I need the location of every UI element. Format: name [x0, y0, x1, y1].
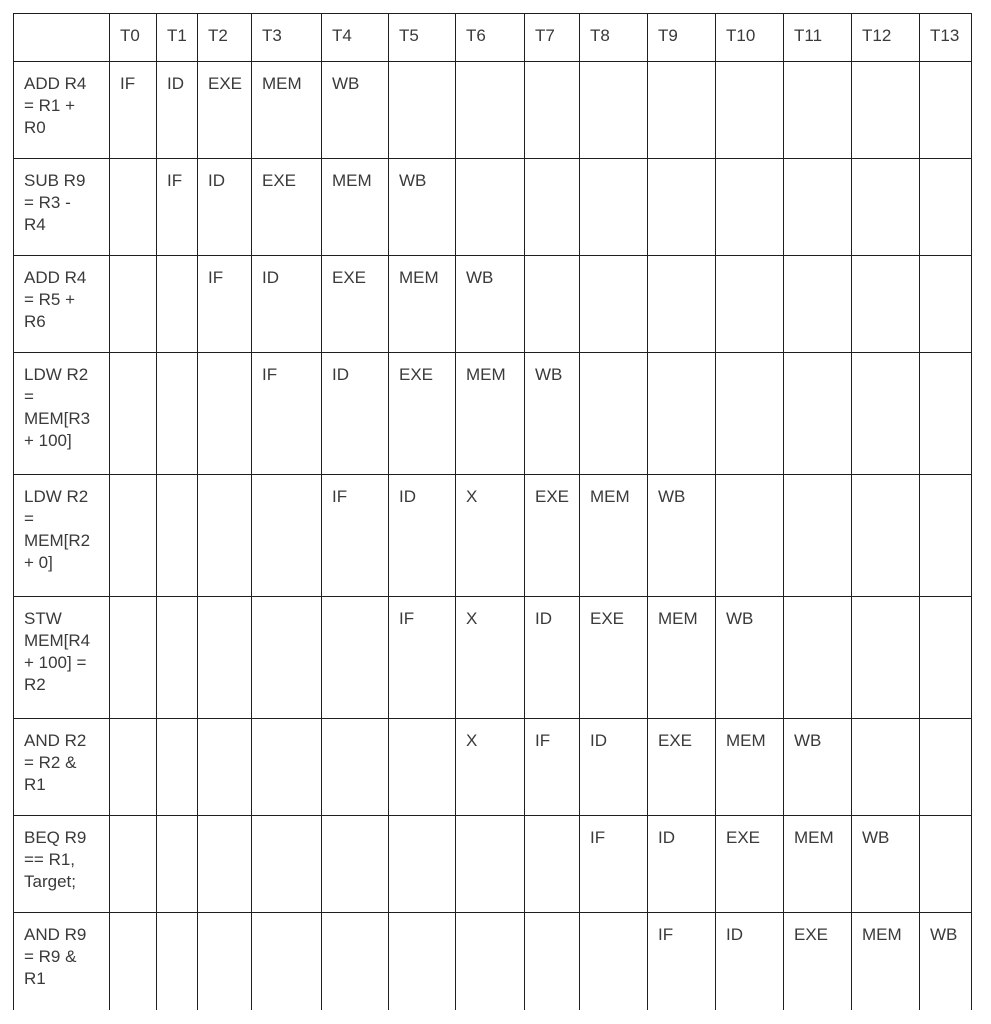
stage-cell-t2 [198, 719, 252, 816]
instruction-cell [14, 816, 110, 913]
stage-cell-t2: ID [198, 159, 252, 256]
column-header-t8: T8 [580, 14, 648, 62]
stage-cell-t12: WB [852, 816, 920, 913]
stage-cell-t5 [389, 816, 456, 913]
stage-cell-t10 [716, 256, 784, 353]
stage-cell-t3 [252, 475, 322, 597]
instruction-cell [14, 159, 110, 256]
stage-cell-t1 [157, 353, 198, 475]
instruction-line: R1 [24, 969, 46, 988]
stage-cell-t0: IF [110, 62, 157, 159]
stage-cell-t13 [920, 816, 972, 913]
stage-cell-t8 [580, 159, 648, 256]
stage-cell-t3: IF [252, 353, 322, 475]
stage-cell-t11: WB [784, 719, 852, 816]
stage-cell-t8: IF [580, 816, 648, 913]
instruction-line: LDW R2 [24, 365, 89, 384]
stage-cell-t6: MEM [456, 353, 525, 475]
instruction-line: MEM[R3 [24, 409, 91, 428]
stage-cell-t7: ID [525, 597, 580, 719]
stage-cell-t5: IF [389, 597, 456, 719]
stage-cell-t7 [525, 913, 580, 1010]
stage-cell-t0 [110, 475, 157, 597]
stage-cell-t3: MEM [252, 62, 322, 159]
stage-cell-t0 [110, 719, 157, 816]
stage-cell-t9: IF [648, 913, 716, 1010]
stage-cell-t9: MEM [648, 597, 716, 719]
stage-cell-t3 [252, 913, 322, 1010]
instruction-cell [14, 475, 110, 597]
column-header-t10: T10 [716, 14, 784, 62]
instruction-line: R2 [24, 675, 46, 694]
stage-cell-t3: EXE [252, 159, 322, 256]
instruction-line: = R2 & [24, 753, 77, 772]
instruction-line: MEM[R4 [24, 631, 91, 650]
instruction-line: MEM[R2 [24, 531, 91, 550]
stage-cell-t9: EXE [648, 719, 716, 816]
stage-cell-t10: WB [716, 597, 784, 719]
stage-cell-t0 [110, 353, 157, 475]
stage-cell-t9 [648, 353, 716, 475]
stage-cell-t5: EXE [389, 353, 456, 475]
table-row [14, 256, 972, 353]
stage-cell-t10 [716, 159, 784, 256]
instruction-line: + 100] = [24, 653, 87, 672]
corner-header-cell [14, 14, 110, 62]
column-header-t0: T0 [110, 14, 157, 62]
stage-cell-t2 [198, 475, 252, 597]
stage-cell-t0 [110, 256, 157, 353]
instruction-line: = R5 + [24, 290, 76, 309]
stage-cell-t2: IF [198, 256, 252, 353]
stage-cell-t4: ID [322, 353, 389, 475]
instruction-line: AND R9 [24, 925, 87, 944]
stage-cell-t10 [716, 62, 784, 159]
stage-cell-t1: IF [157, 159, 198, 256]
stage-cell-t0 [110, 159, 157, 256]
stage-cell-t11 [784, 62, 852, 159]
stage-cell-t8 [580, 62, 648, 159]
instruction-line: == R1, [24, 850, 76, 869]
table-row [14, 475, 972, 597]
column-header-t7: T7 [525, 14, 580, 62]
instruction-line: BEQ R9 [24, 828, 87, 847]
instruction-cell [14, 913, 110, 1010]
stage-cell-t6 [456, 816, 525, 913]
column-header-t3: T3 [252, 14, 322, 62]
column-header-t12: T12 [852, 14, 920, 62]
header-row [14, 14, 972, 62]
stage-cell-t3 [252, 597, 322, 719]
stage-cell-t11 [784, 256, 852, 353]
instruction-line: R0 [24, 118, 46, 137]
stage-cell-t5 [389, 913, 456, 1010]
stage-cell-t4 [322, 913, 389, 1010]
stage-cell-t10: EXE [716, 816, 784, 913]
stage-cell-t1 [157, 719, 198, 816]
stage-cell-t11 [784, 159, 852, 256]
instruction-line: = R1 + [24, 96, 76, 115]
stage-cell-t1 [157, 597, 198, 719]
table-row [14, 719, 972, 816]
instruction-line: + 0] [24, 553, 53, 572]
stage-cell-t0 [110, 913, 157, 1010]
instruction-line: SUB R9 [24, 171, 86, 190]
stage-cell-t6 [456, 913, 525, 1010]
table-row [14, 159, 972, 256]
stage-cell-t12: MEM [852, 913, 920, 1010]
instruction-line: AND R2 [24, 731, 87, 750]
stage-cell-t13 [920, 597, 972, 719]
stage-cell-t2 [198, 913, 252, 1010]
column-header-t11: T11 [784, 14, 852, 62]
stage-cell-t6 [456, 62, 525, 159]
stage-cell-t8 [580, 256, 648, 353]
column-header-t5: T5 [389, 14, 456, 62]
stage-cell-t1 [157, 475, 198, 597]
stage-cell-t10: MEM [716, 719, 784, 816]
stage-cell-t7 [525, 256, 580, 353]
stage-cell-t12 [852, 719, 920, 816]
column-header-t4: T4 [322, 14, 389, 62]
stage-cell-t7: IF [525, 719, 580, 816]
stage-cell-t7 [525, 816, 580, 913]
instruction-line: ADD R4 [24, 268, 87, 287]
stage-cell-t11: MEM [784, 816, 852, 913]
stage-cell-t5 [389, 62, 456, 159]
stage-cell-t9: ID [648, 816, 716, 913]
instruction-line: R1 [24, 775, 46, 794]
stage-cell-t11 [784, 475, 852, 597]
stage-cell-t7: EXE [525, 475, 580, 597]
stage-cell-t11: EXE [784, 913, 852, 1010]
stage-cell-t11 [784, 353, 852, 475]
stage-cell-t0 [110, 816, 157, 913]
stage-cell-t2 [198, 597, 252, 719]
stage-cell-t4 [322, 719, 389, 816]
table-row [14, 816, 972, 913]
stage-cell-t2: EXE [198, 62, 252, 159]
table-row [14, 913, 972, 1010]
instruction-line: = [24, 387, 34, 406]
column-header-t1: T1 [157, 14, 198, 62]
stage-cell-t2 [198, 353, 252, 475]
stage-cell-t12 [852, 62, 920, 159]
stage-cell-t13 [920, 475, 972, 597]
stage-cell-t13 [920, 353, 972, 475]
stage-cell-t9 [648, 159, 716, 256]
stage-cell-t4 [322, 597, 389, 719]
stage-cell-t6: X [456, 719, 525, 816]
instruction-line: = R3 - [24, 193, 71, 212]
instruction-cell [14, 353, 110, 475]
stage-cell-t7 [525, 62, 580, 159]
stage-cell-t1 [157, 913, 198, 1010]
stage-cell-t8 [580, 353, 648, 475]
column-header-t2: T2 [198, 14, 252, 62]
stage-cell-t4: WB [322, 62, 389, 159]
stage-cell-t8: EXE [580, 597, 648, 719]
instruction-cell [14, 719, 110, 816]
stage-cell-t13 [920, 719, 972, 816]
stage-cell-t8 [580, 913, 648, 1010]
stage-cell-t1: ID [157, 62, 198, 159]
stage-cell-t6: X [456, 475, 525, 597]
instruction-line: = [24, 509, 34, 528]
stage-cell-t7: WB [525, 353, 580, 475]
table-row [14, 62, 972, 159]
pipeline-table [13, 13, 972, 1010]
stage-cell-t5: MEM [389, 256, 456, 353]
stage-cell-t5: ID [389, 475, 456, 597]
stage-cell-t13: WB [920, 913, 972, 1010]
stage-cell-t1 [157, 816, 198, 913]
instruction-line: R6 [24, 312, 46, 331]
stage-cell-t3 [252, 719, 322, 816]
stage-cell-t5 [389, 719, 456, 816]
instruction-cell [14, 597, 110, 719]
stage-cell-t10: ID [716, 913, 784, 1010]
stage-cell-t3 [252, 816, 322, 913]
stage-cell-t12 [852, 353, 920, 475]
stage-cell-t9: WB [648, 475, 716, 597]
stage-cell-t12 [852, 159, 920, 256]
stage-cell-t3: ID [252, 256, 322, 353]
stage-cell-t9 [648, 256, 716, 353]
instruction-line: Target; [24, 872, 76, 891]
instruction-line: + 100] [24, 431, 72, 450]
stage-cell-t4: MEM [322, 159, 389, 256]
stage-cell-t8: MEM [580, 475, 648, 597]
stage-cell-t2 [198, 816, 252, 913]
instruction-cell [14, 62, 110, 159]
table-row [14, 353, 972, 475]
stage-cell-t4 [322, 816, 389, 913]
stage-cell-t4: IF [322, 475, 389, 597]
stage-cell-t10 [716, 353, 784, 475]
stage-cell-t12 [852, 256, 920, 353]
stage-cell-t12 [852, 475, 920, 597]
instruction-line: ADD R4 [24, 74, 87, 93]
stage-cell-t4: EXE [322, 256, 389, 353]
stage-cell-t13 [920, 159, 972, 256]
stage-cell-t13 [920, 62, 972, 159]
instruction-cell [14, 256, 110, 353]
instruction-line: STW [24, 609, 62, 628]
instruction-line: LDW R2 [24, 487, 89, 506]
column-header-t6: T6 [456, 14, 525, 62]
stage-cell-t10 [716, 475, 784, 597]
stage-cell-t7 [525, 159, 580, 256]
instruction-line: = R9 & [24, 947, 77, 966]
table-row [14, 597, 972, 719]
stage-cell-t6 [456, 159, 525, 256]
stage-cell-t9 [648, 62, 716, 159]
instruction-line: R4 [24, 215, 46, 234]
stage-cell-t11 [784, 597, 852, 719]
stage-cell-t13 [920, 256, 972, 353]
stage-cell-t1 [157, 256, 198, 353]
stage-cell-t6: X [456, 597, 525, 719]
stage-cell-t5: WB [389, 159, 456, 256]
stage-cell-t6: WB [456, 256, 525, 353]
stage-cell-t0 [110, 597, 157, 719]
column-header-t9: T9 [648, 14, 716, 62]
column-header-t13: T13 [920, 14, 972, 62]
stage-cell-t8: ID [580, 719, 648, 816]
stage-cell-t12 [852, 597, 920, 719]
